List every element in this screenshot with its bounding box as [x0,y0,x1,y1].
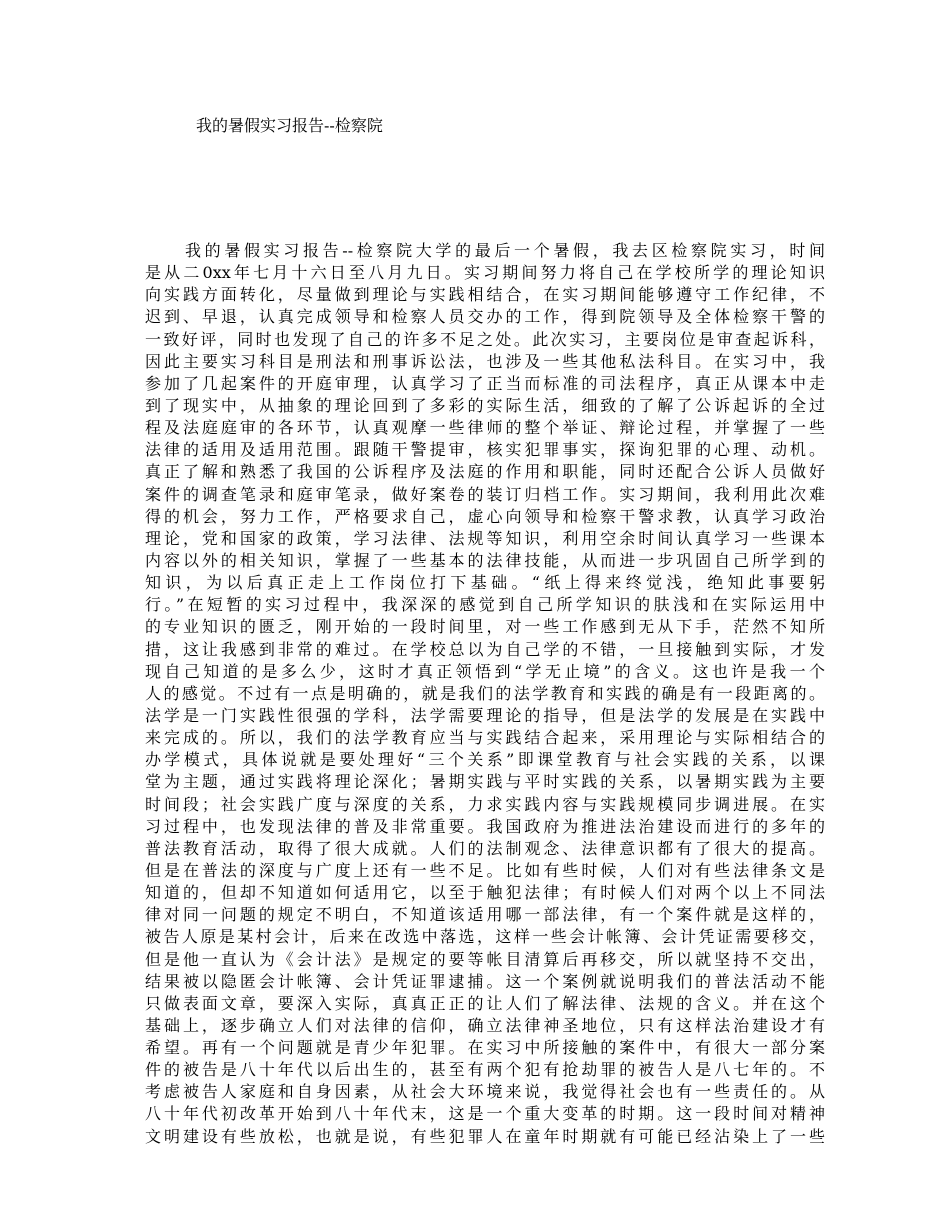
body-line: 程及法庭庭审的各环节，认真观摩一些律师的整个举证、辩论过程，并掌握了一些 [145,418,825,438]
document-body [145,240,825,1148]
body-line: 堂为主题，通过实践将理论深化；暑期实践与平时实践的关系，以暑期实践为主要 [145,772,825,792]
body-line: 来完成的。所以，我们的法学教育应当与实践结合起来，采用理论与实际相结合的 [145,728,825,748]
body-line: 参加了几起案件的开庭审理，认真学习了正当而标准的司法程序，真正从课本中走 [145,373,825,393]
body-line: 但是他一直认为《会计法》是规定的要等帐目清算后再移交，所以就坚持不交出， [145,949,825,969]
body-line: 希望。再有一个问题就是青少年犯罪。在实习中所接触的案件中，有很大一部分案 [145,1038,825,1058]
body-line: 习过程中，也发现法律的普及非常重要。我国政府为推进法治建设而进行的多年的 [145,816,825,836]
body-line: 普法教育活动，取得了很大成就。人们的法制观念、法律意识都有了很大的提高。 [145,838,825,858]
body-line: 行。”在短暂的实习过程中，我深深的感觉到自己所学知识的肤浅和在实际运用中 [145,595,825,615]
body-line: 知识，为以后真正走上工作岗位打下基础。“纸上得来终觉浅，绝知此事要躬 [145,573,825,593]
body-line: 到了现实中，从抽象的理论回到了多彩的实际生活，细致的了解了公诉起诉的全过 [145,395,825,415]
body-line: 理论，党和国家的政策，学习法律、法规等知识，利用空余时间认真学习一些课本 [145,528,825,548]
body-line: 我的暑假实习报告--检察院大学的最后一个暑假，我去区检察院实习，时间 [185,241,825,260]
body-line: 但是在普法的深度与广度上还有一些不足。比如有些时候，人们对有些法律条文是 [145,860,825,880]
body-line: 只做表面文章，要深入实际，真真正正的让人们了解法律、法规的含义。并在这个 [145,993,825,1013]
body-line: 迟到、早退，认真完成领导和检察人员交办的工作，得到院领导及全体检察干警的 [145,307,825,327]
body-line: 文明建设有些放松，也就是说，有些犯罪人在童年时期就有可能已经沾染上了一些 [145,1126,825,1146]
body-line: 现自己知道的是多么少，这时才真正领悟到“学无止境”的含义。这也许是我一个 [145,661,825,681]
body-line: 内容以外的相关知识，掌握了一些基本的法律技能，从而进一步巩固自己所学到的 [145,550,825,570]
body-line: 知道的，但却不知道如何适用它，以至于触犯法律；有时候人们对两个以上不同法 [145,883,825,903]
body-line: 结果被以隐匿会计帐簿、会计凭证罪逮捕。这一个案例就说明我们的普法活动不能 [145,971,825,991]
body-line: 时间段；社会实践广度与深度的关系，力求实践内容与实践规模同步调进展。在实 [145,794,825,814]
body-line: 件的被告是八十年代以后出生的，甚至有两个犯有抢劫罪的被告人是八七年的。不 [145,1060,825,1080]
body-line: 考虑被告人家庭和自身因素，从社会大环境来说，我觉得社会也有一些责任的。从 [145,1082,825,1102]
body-line: 向实践方面转化，尽量做到理论与实践相结合，在实习期间能够遵守工作纪律，不 [145,285,825,305]
body-line: 法律的适用及适用范围。跟随干警提审，核实犯罪事实，探询犯罪的心理、动机。 [145,440,825,460]
body-line: 因此主要实习科目是刑法和刑事诉讼法，也涉及一些其他私法科目。在实习中，我 [145,351,825,371]
body-line: 办学模式，具体说就是要处理好“三个关系”即课堂教育与社会实践的关系，以课 [145,750,825,770]
body-line: 是从二0xx年七月十六日至八月九日。实习期间努力将自己在学校所学的理论知识 [145,263,825,283]
body-line: 八十年代初改革开始到八十年代末，这是一个重大变革的时期。这一段时间对精神 [145,1104,825,1124]
body-line: 的专业知识的匮乏，刚开始的一段时间里，对一些工作感到无从下手，茫然不知所 [145,617,825,637]
body-line: 基础上，逐步确立人们对法律的信仰，确立法律神圣地位，只有这样法治建设才有 [145,1015,825,1035]
body-line: 案件的调查笔录和庭审笔录，做好案卷的装订归档工作。实习期间，我利用此次难 [145,484,825,504]
document-title: 我的暑假实习报告--检察院 [196,116,383,135]
body-line: 得的机会，努力工作，严格要求自己，虚心向领导和检察干警求教，认真学习政治 [145,506,825,526]
body-line: 被告人原是某村会计，后来在改选中落选，这样一些会计帐簿、会计凭证需要移交， [145,927,825,947]
body-line: 法学是一门实践性很强的学科，法学需要理论的指导，但是法学的发展是在实践中 [145,705,825,725]
body-line: 律对同一问题的规定不明白，不知道该适用哪一部法律，有一个案件就是这样的， [145,905,825,925]
body-line: 措，这让我感到非常的难过。在学校总以为自己学的不错，一旦接触到实际，才发 [145,639,825,659]
body-line: 人的感觉。不过有一点是明确的，就是我们的法学教育和实践的确是有一段距离的。 [145,683,825,703]
body-line: 真正了解和熟悉了我国的公诉程序及法庭的作用和职能，同时还配合公诉人员做好 [145,462,825,482]
body-line: 一致好评，同时也发现了自己的许多不足之处。此次实习，主要岗位是审查起诉科， [145,329,825,349]
